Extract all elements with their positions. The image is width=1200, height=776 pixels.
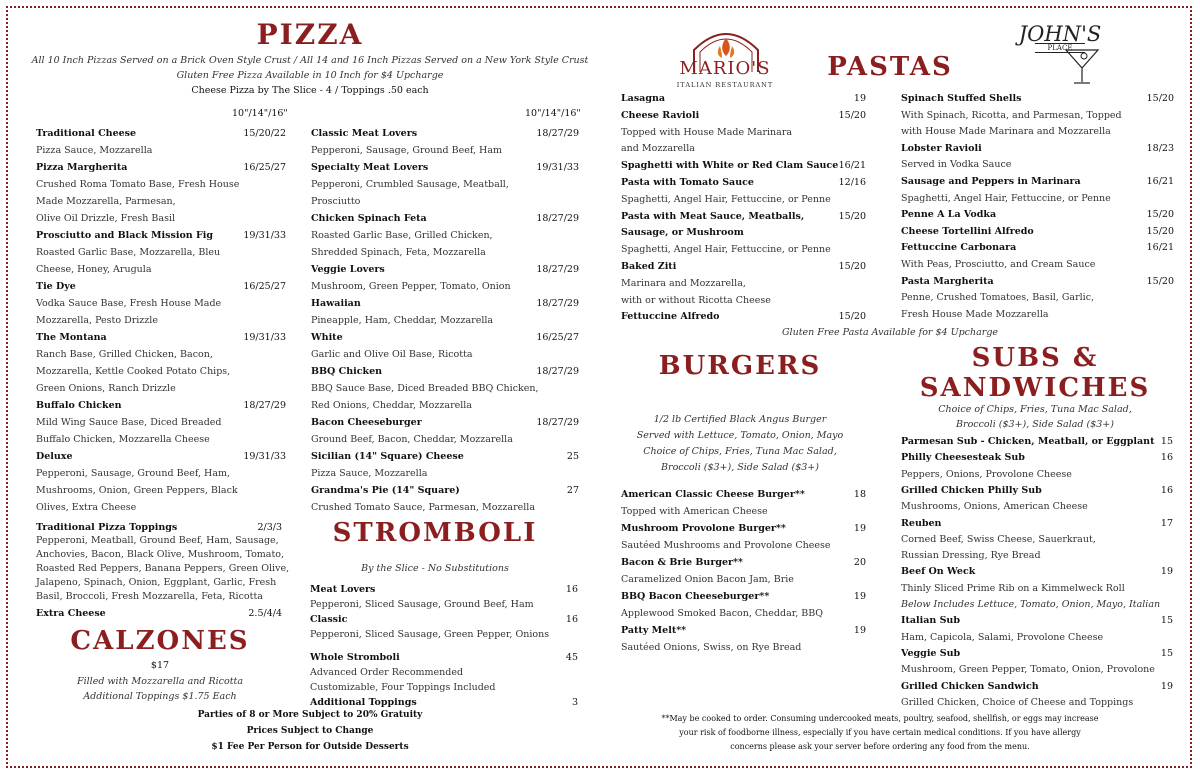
pizza-item-price: 27 xyxy=(566,485,579,496)
pizza-item-description: Red Onions, Cheddar, Mozzarella xyxy=(311,400,472,411)
pizza-item-price: 18/27/29 xyxy=(536,366,579,377)
pizza-item xyxy=(311,451,579,462)
pizza-item xyxy=(311,298,579,309)
toppings-name: Traditional Pizza Toppings xyxy=(36,522,178,533)
pizza-size-header-left: 10"/14"/16" xyxy=(232,108,288,119)
stromboli-item-name: Whole Stromboli xyxy=(310,652,400,663)
pizza-item-name: Bacon Cheeseburger xyxy=(311,417,422,428)
johns-subtitle: PLACE xyxy=(1035,43,1085,53)
pizza-item-price: 19/31/33 xyxy=(536,162,579,173)
pizza-item-price: 18/27/29 xyxy=(536,264,579,275)
pasta-item-price: 15/20 xyxy=(838,261,866,272)
stromboli-item-price: 45 xyxy=(565,652,578,663)
sub-below-note: Below Includes Lettuce, Tomato, Onion, Mayo, Italian xyxy=(901,599,1161,610)
pasta-item xyxy=(621,93,866,104)
pizza-item-description: Shredded Spinach, Feta, Mozzarella xyxy=(311,247,486,258)
pasta-item-price: 16/21 xyxy=(838,160,866,172)
sub-item-price: 17 xyxy=(1160,517,1173,529)
gratuity-note: Parties of 8 or More Subject to 20% Gratuity xyxy=(197,710,423,720)
pasta-item-name: Spaghetti with White or Red Clam Sauce xyxy=(621,160,839,172)
pizza-item-description: Pepperoni, Sausage, Ground Beef, Ham xyxy=(311,145,502,156)
stromboli-subtitle: By the Slice - No Substitutions xyxy=(361,563,509,574)
pizza-item xyxy=(311,128,579,139)
stromboli-item xyxy=(310,697,578,708)
pizza-item-name: Prosciutto and Black Mission Fig xyxy=(36,230,214,241)
pasta-item xyxy=(621,227,866,238)
sub-item xyxy=(901,436,1173,447)
pasta-item-description: and Mozzarella xyxy=(621,143,695,155)
toppings-list-line: Pepperoni, Meatball, Ground Beef, Ham, Sausage, xyxy=(36,535,279,546)
pasta-item-name: Cheese Tortellini Alfredo xyxy=(901,225,1034,237)
stromboli-item-description: Pepperoni, Sliced Sausage, Green Pepper, Onions xyxy=(310,629,550,640)
pizza-item-description: Roasted Garlic Base, Mozzarella, Bleu xyxy=(36,247,221,258)
sub-item xyxy=(901,485,1173,496)
pizza-item-name: Traditional Cheese xyxy=(36,128,137,139)
pizza-gluten-note: Gluten Free Pizza Available in 10 Inch for $4 Upcharge xyxy=(176,70,444,81)
sub-item-description: Ham, Capicola, Salami, Provolone Cheese xyxy=(901,631,1104,643)
sub-item-description: Peppers, Onions, Provolone Cheese xyxy=(901,468,1072,480)
sub-item-name: Grilled Chicken Philly Sub xyxy=(901,484,1042,496)
burger-item xyxy=(621,557,866,568)
pasta-item-name: Lasagna xyxy=(621,93,666,104)
pasta-item-name: Fettuccine Carbonara xyxy=(901,242,1017,254)
pasta-item-description: With Peas, Prosciutto, and Cream Sauce xyxy=(901,259,1096,270)
stromboli-item-name: Additional Toppings xyxy=(310,697,417,708)
pastas-title: PASTAS xyxy=(827,52,953,82)
burger-item-name: American Classic Cheese Burger** xyxy=(621,489,805,500)
stromboli-item-price: 3 xyxy=(571,697,578,708)
pasta-item xyxy=(901,226,1174,237)
marios-name: MARIO'S xyxy=(679,58,771,79)
pizza-item-description: Mushroom, Green Pepper, Tomato, Onion xyxy=(311,281,511,292)
pizza-item xyxy=(311,485,579,496)
pasta-item-price: 18/23 xyxy=(1146,142,1174,154)
pasta-item xyxy=(901,209,1174,220)
pizza-size-header-right: 10"/14"/16" xyxy=(525,108,581,119)
pasta-item-name: Pasta with Tomato Sauce xyxy=(621,177,754,188)
pizza-item-name: White xyxy=(311,332,343,343)
sub-item xyxy=(901,452,1173,463)
pasta-item xyxy=(621,211,866,222)
pasta-item-name: Sausage and Peppers in Marinara xyxy=(901,176,1081,187)
pizza-item-description: Cheese, Honey, Arugula xyxy=(36,264,152,275)
sub-item-price: 15 xyxy=(1160,436,1173,447)
pizza-item-description: Olives, Extra Cheese xyxy=(36,502,137,513)
pizza-item xyxy=(311,366,579,377)
burgers-intro-line: Broccoli ($3+), Side Salad ($3+) xyxy=(661,462,819,473)
pizza-item-description: Pineapple, Ham, Cheddar, Mozzarella xyxy=(311,315,494,326)
burger-item-description: Topped with American Cheese xyxy=(621,506,768,517)
calzones-toppings: Additional Toppings $1.75 Each xyxy=(83,691,237,702)
pasta-item xyxy=(621,177,866,188)
sub-item-name: Beef On Weck xyxy=(901,566,976,578)
pizza-item xyxy=(311,213,579,224)
stromboli-item xyxy=(310,652,578,663)
pizza-item-price: 19/31/33 xyxy=(243,230,286,241)
pasta-item-price: 19 xyxy=(853,93,866,104)
toppings-list-line: Basil, Broccoli, Fresh Mozzarella, Feta, Ricotta xyxy=(36,591,263,602)
stromboli-item-description: Pepperoni, Sliced Sausage, Ground Beef, Ham xyxy=(310,599,534,610)
pasta-item-description: with or without Ricotta Cheese xyxy=(621,294,771,306)
pasta-item-name: Sausage, or Mushroom xyxy=(621,227,744,239)
allergy-line: **May be cooked to order. Consuming undercooked meats, poultry, seafood, shellfish, or eggs may increase xyxy=(661,714,1099,723)
stromboli-item-price: 16 xyxy=(565,584,578,595)
pizza-item-name: Buffalo Chicken xyxy=(36,400,122,411)
pasta-item-price: 16/21 xyxy=(1146,242,1174,254)
pasta-item-price: 15/20 xyxy=(838,311,866,323)
pizza-item-description: Green Onions, Ranch Drizzle xyxy=(36,383,176,394)
pasta-item xyxy=(901,93,1174,104)
pizza-item-description: Pizza Sauce, Mozzarella xyxy=(36,145,153,156)
pasta-item-price: 15/20 xyxy=(1146,93,1174,104)
prices-note: Prices Subject to Change xyxy=(246,726,374,736)
calzones-filling: Filled with Mozzarella and Ricotta xyxy=(76,676,243,687)
pizza-item-description: Made Mozzarella, Parmesan, xyxy=(36,196,176,207)
sub-item-price: 19 xyxy=(1160,680,1173,692)
pizza-item-description: Crushed Roma Tomato Base, Fresh House xyxy=(36,179,240,190)
pizza-item-name: Classic Meat Lovers xyxy=(311,128,418,139)
pizza-item-description: Pepperoni, Crumbled Sausage, Meatball, xyxy=(311,179,509,190)
johns-name: JOHN'S xyxy=(1018,22,1102,46)
pasta-item-price: 15/20 xyxy=(838,210,866,222)
pizza-item xyxy=(36,332,286,343)
extra-cheese-name: Extra Cheese xyxy=(36,608,106,619)
pizza-item-description: Mozzarella, Pesto Drizzle xyxy=(36,315,158,326)
burger-item xyxy=(621,591,866,602)
pizza-slice-note: Cheese Pizza by The Slice - 4 / Toppings .50 each xyxy=(191,85,429,96)
pizza-item xyxy=(36,281,286,292)
pizza-item-description: Ranch Base, Grilled Chicken, Bacon, xyxy=(36,349,213,360)
allergy-line: concerns please ask your server before ordering any food from the menu. xyxy=(730,742,1030,751)
sub-item-description: Russian Dressing, Rye Bread xyxy=(901,550,1041,562)
pizza-item xyxy=(311,332,579,343)
pasta-item xyxy=(621,261,866,272)
pizza-item-price: 18/27/29 xyxy=(536,417,579,428)
pasta-item-price: 15/20 xyxy=(838,109,866,121)
sub-item-name: Philly Cheesesteak Sub xyxy=(901,452,1025,464)
stromboli-title: STROMBOLI xyxy=(332,518,538,548)
pizza-item xyxy=(36,128,286,139)
sub-item-description: Corned Beef, Swiss Cheese, Sauerkraut, xyxy=(901,533,1096,545)
pizza-item-price: 18/27/29 xyxy=(243,400,286,411)
burger-item xyxy=(621,523,866,534)
subs-intro-line: Broccoli ($3+), Side Salad ($3+) xyxy=(956,419,1114,430)
subs-intro-line: Choice of Chips, Fries, Tuna Mac Salad, xyxy=(938,404,1132,415)
pasta-item-price: 16/21 xyxy=(1146,176,1174,187)
marios-subtitle: ITALIAN RESTAURANT xyxy=(676,81,774,89)
sub-item-price: 15 xyxy=(1160,647,1173,659)
pizza-item-description: Pepperoni, Sausage, Ground Beef, Ham, xyxy=(36,468,231,479)
allergy-line: your risk of foodborne illness, especially if you have certain medical conditions. If you have allergy xyxy=(679,728,1081,737)
pasta-item xyxy=(621,110,866,121)
extra-cheese-price: 2.5/4/4 xyxy=(248,608,282,619)
burger-item-description: Caramelized Onion Bacon Jam, Brie xyxy=(621,574,794,585)
martini-glass-icon xyxy=(1062,42,1102,88)
pizza-item-price: 18/27/29 xyxy=(536,128,579,139)
sub-item-name: Grilled Chicken Sandwich xyxy=(901,680,1039,692)
pizza-item xyxy=(311,162,579,173)
burger-item-description: Sautéed Onions, Swiss, on Rye Bread xyxy=(621,642,802,653)
burger-item-price: 19 xyxy=(853,625,866,636)
calzones-price: $17 xyxy=(150,660,170,671)
sub-item-description: Thinly Sliced Prime Rib on a Kimmelweck Roll xyxy=(901,582,1125,594)
sub-item-name: Veggie Sub xyxy=(901,647,961,659)
pasta-item-description: Penne, Crushed Tomatoes, Basil, Garlic, xyxy=(901,292,1095,304)
pizza-item-name: Pizza Margherita xyxy=(36,162,128,173)
toppings-price: 2/3/3 xyxy=(257,522,282,533)
sub-item xyxy=(901,648,1173,659)
burger-item-name: Bacon & Brie Burger** xyxy=(621,557,743,568)
dessert-fee-note: $1 Fee Per Person for Outside Desserts xyxy=(211,742,409,752)
sub-item xyxy=(901,518,1173,529)
sub-item-description: Mushrooms, Onions, American Cheese xyxy=(901,501,1088,513)
pasta-item-name: Pasta Margherita xyxy=(901,275,994,287)
sub-item xyxy=(901,566,1173,577)
pizza-item-description: Roasted Garlic Base, Grilled Chicken, xyxy=(311,230,493,241)
pizza-item-price: 18/27/29 xyxy=(536,298,579,309)
toppings-list-line: Jalapeno, Spinach, Onion, Eggplant, Garlic, Fresh xyxy=(36,577,277,588)
pasta-item-description: Spaghetti, Angel Hair, Fettuccine, or Penne xyxy=(621,244,831,256)
pizza-item-price: 19/31/33 xyxy=(243,332,286,343)
pizza-item-name: BBQ Chicken xyxy=(311,366,383,377)
burger-item-description: Applewood Smoked Bacon, Cheddar, BBQ xyxy=(621,608,824,619)
pizza-item-price: 16/25/27 xyxy=(243,281,286,292)
burger-item-name: Patty Melt** xyxy=(621,625,687,636)
pasta-item-description: Topped with House Made Marinara xyxy=(621,126,793,138)
burger-item xyxy=(621,489,866,500)
toppings-row xyxy=(36,522,282,533)
pasta-gluten-note: Gluten Free Pasta Available for $4 Upcharge xyxy=(781,327,999,338)
burger-item-price: 18 xyxy=(853,489,866,500)
pasta-item-description: Spaghetti, Angel Hair, Fettuccine, or Penne xyxy=(621,193,831,205)
subs-title-line1: SUBS & xyxy=(971,343,1099,373)
sub-item-description: Mushroom, Green Pepper, Tomato, Onion, Provolone xyxy=(901,664,1155,676)
toppings-list-line: Anchovies, Bacon, Black Olive, Mushroom, Tomato, xyxy=(36,549,285,560)
calzones-title: CALZONES xyxy=(70,626,250,656)
pizza-item-name: Deluxe xyxy=(36,451,73,462)
pizza-item-description: Mild Wing Sauce Base, Diced Breaded xyxy=(36,417,222,428)
pasta-item-description: Fresh House Made Mozzarella xyxy=(901,308,1049,320)
burgers-intro-line: Served with Lettuce, Tomato, Onion, Mayo xyxy=(636,430,844,441)
pasta-item-name: Penne A La Vodka xyxy=(901,209,997,221)
sub-item xyxy=(901,615,1173,626)
pizza-item-name: Veggie Lovers xyxy=(311,264,385,275)
pasta-item xyxy=(901,176,1174,187)
pizza-item-price: 15/20/22 xyxy=(243,128,286,139)
stromboli-item xyxy=(310,584,578,595)
toppings-list-line: Roasted Red Peppers, Banana Peppers, Green Olive, xyxy=(36,563,290,574)
sub-item-name: Reuben xyxy=(901,517,942,529)
burgers-intro-line: Choice of Chips, Fries, Tuna Mac Salad, xyxy=(643,446,837,457)
pizza-item-name: Specialty Meat Lovers xyxy=(311,162,429,173)
pasta-item xyxy=(621,160,866,171)
pizza-item-name: Grandma's Pie (14" Square) xyxy=(311,485,460,496)
burger-item-name: Mushroom Provolone Burger** xyxy=(621,523,786,534)
pizza-item-price: 16/25/27 xyxy=(243,162,286,173)
pizza-item-description: Pizza Sauce, Mozzarella xyxy=(311,468,428,479)
stromboli-item xyxy=(310,614,578,625)
pasta-item xyxy=(901,276,1174,287)
pizza-item xyxy=(36,230,286,241)
pizza-item-description: Ground Beef, Bacon, Cheddar, Mozzarella xyxy=(311,434,513,445)
pasta-item xyxy=(621,311,866,322)
pasta-item-price: 15/20 xyxy=(1146,275,1174,287)
pizza-item-name: Sicilian (14" Square) Cheese xyxy=(311,451,464,462)
burger-item xyxy=(621,625,866,636)
pasta-item-name: Fettuccine Alfredo xyxy=(621,311,720,323)
pizza-item-description: Garlic and Olive Oil Base, Ricotta xyxy=(311,349,473,360)
pasta-item-description: Spaghetti, Angel Hair, Fettuccine, or Penne xyxy=(901,192,1111,204)
sub-item-description: Grilled Chicken, Choice of Cheese and Toppings xyxy=(901,696,1134,708)
pizza-item-name: Tie Dye xyxy=(36,281,76,292)
stromboli-item-description: Customizable, Four Toppings Included xyxy=(310,682,496,693)
subs-title-line2: SANDWICHES xyxy=(919,373,1151,403)
sub-item xyxy=(901,681,1173,692)
sub-item-price: 16 xyxy=(1160,452,1173,464)
pizza-item-price: 25 xyxy=(566,451,579,462)
sub-item-price: 15 xyxy=(1160,615,1173,627)
pasta-item xyxy=(901,143,1174,154)
burger-item-description: Sautéed Mushrooms and Provolone Cheese xyxy=(621,540,831,551)
pizza-item-price: 16/25/27 xyxy=(536,332,579,343)
pizza-item xyxy=(36,451,286,462)
pizza-item xyxy=(311,264,579,275)
pasta-item-description: with House Made Marinara and Mozzarella xyxy=(901,126,1111,138)
pasta-item-name: Cheese Ravioli xyxy=(621,109,700,121)
pasta-item-name: Baked Ziti xyxy=(621,261,677,272)
pasta-item-name: Pasta with Meat Sauce, Meatballs, xyxy=(621,210,805,222)
stromboli-item-price: 16 xyxy=(565,614,578,625)
pizza-item-description: Vodka Sauce Base, Fresh House Made xyxy=(36,298,222,309)
burger-item-name: BBQ Bacon Cheeseburger** xyxy=(621,591,770,602)
sub-item-price: 16 xyxy=(1160,484,1173,496)
pizza-item-price: 19/31/33 xyxy=(243,451,286,462)
pizza-item xyxy=(36,162,286,173)
stromboli-item-description: Advanced Order Recommended xyxy=(310,667,464,678)
burger-item-price: 19 xyxy=(853,591,866,602)
burgers-intro-line: 1/2 lb Certified Black Angus Burger xyxy=(653,414,827,425)
pizza-item-name: The Montana xyxy=(36,332,107,343)
pizza-item-price: 18/27/29 xyxy=(536,213,579,224)
pizza-item-description: Olive Oil Drizzle, Fresh Basil xyxy=(36,213,176,224)
sub-item-name: Parmesan Sub - Chicken, Meatball, or Eggplant xyxy=(901,436,1155,447)
burgers-title: BURGERS xyxy=(658,351,822,381)
pizza-item-description: BBQ Sauce Base, Diced Breaded BBQ Chicken, xyxy=(311,383,539,394)
stromboli-item-name: Meat Lovers xyxy=(310,584,376,595)
pizza-item-description: Mushrooms, Onion, Green Peppers, Black xyxy=(36,485,238,496)
pizza-item-description: Prosciutto xyxy=(311,196,361,207)
stromboli-item-name: Classic xyxy=(310,614,348,625)
sub-item-price: 19 xyxy=(1160,566,1173,578)
pizza-item-name: Hawaiian xyxy=(311,298,361,309)
pizza-title: PIZZA xyxy=(256,18,364,51)
pasta-item-description: Marinara and Mozzarella, xyxy=(621,277,746,289)
pasta-item-name: Spinach Stuffed Shells xyxy=(901,93,1022,104)
pizza-item-description: Buffalo Chicken, Mozzarella Cheese xyxy=(36,434,210,445)
sub-item-name: Italian Sub xyxy=(901,615,960,627)
pasta-item-price: 15/20 xyxy=(1146,225,1174,237)
pizza-crust-note: All 10 Inch Pizzas Served on a Brick Oven Style Crust / All 14 and 16 Inch Pizzas Served on a New York Style Crust xyxy=(31,55,589,66)
pasta-item-description: With Spinach, Ricotta, and Parmesan, Topped xyxy=(901,109,1122,121)
pasta-item-name: Lobster Ravioli xyxy=(901,142,982,154)
pasta-item-price: 15/20 xyxy=(1146,209,1174,221)
extra-cheese-row xyxy=(36,608,282,619)
burger-item-price: 20 xyxy=(853,557,866,568)
pizza-item-description: Crushed Tomato Sauce, Parmesan, Mozzarella xyxy=(311,502,535,513)
pasta-item xyxy=(901,242,1174,253)
pasta-item-description: Served in Vodka Sauce xyxy=(901,159,1012,171)
burger-item-price: 19 xyxy=(853,523,866,534)
pasta-item-price: 12/16 xyxy=(838,177,866,188)
pizza-item-name: Chicken Spinach Feta xyxy=(311,213,427,224)
pizza-item xyxy=(36,400,286,411)
pizza-item-description: Mozzarella, Kettle Cooked Potato Chips, xyxy=(36,366,231,377)
pizza-item xyxy=(311,417,579,428)
